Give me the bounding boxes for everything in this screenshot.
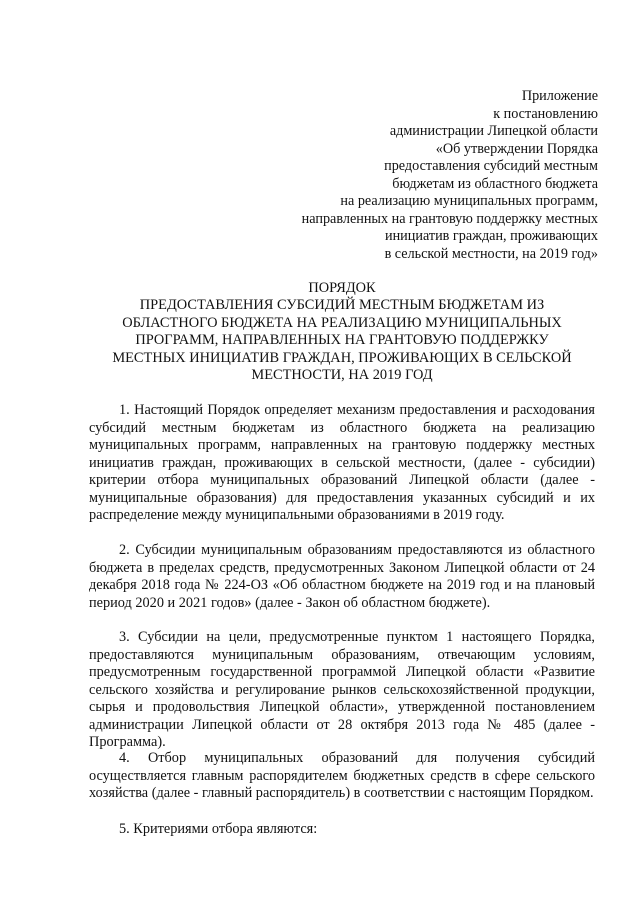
subtitle-line: ОБЛАСТНОГО БЮДЖЕТА НА РЕАЛИЗАЦИЮ МУНИЦИПАЛЬНЫХ: [122, 314, 562, 331]
appendix-line: Приложение: [521, 88, 598, 104]
paragraph-2: 2. Субсидии муниципальным образованиям предоставляются из областного бюджета в пределах средств, предусмотренных Законом Липецкой области от 24 декабря 2018 года № 224-ОЗ «Об областном бюджете на 2019 год и на плановый период 2020 и 2021 годов» (далее - Закон об областном бюджете).: [89, 542, 595, 611]
appendix-line: направленных на грантовую поддержку местных: [301, 210, 598, 227]
appendix-line: бюджетам из областного бюджета: [392, 175, 598, 192]
subtitle-line: МЕСТНЫХ ИНИЦИАТИВ ГРАЖДАН, ПРОЖИВАЮЩИХ В СЕЛЬСКОЙ: [112, 349, 572, 366]
appendix-line: администрации Липецкой области: [389, 123, 598, 139]
title-line: ПОРЯДОК: [308, 280, 376, 296]
paragraph-3: 3. Субсидии на цели, предусмотренные пунктом 1 настоящего Порядка, предоставляются муниципальным образованиям, отвечающим условиям, предусмотренным государственной программой Липецкой области «Развитие сельского хозяйства и регулирование рынков сельскохозяйственной продукции, сырья и продовольствия Липецкой области», утвержденной постановлением администрации Липецкой области от 28 октября 2013 года № 485 (далее - Программа).: [89, 629, 595, 750]
appendix-line: инициатив граждан, проживающих: [385, 228, 598, 244]
document-subtitle: [92, 297, 592, 385]
subtitle-line: ПРОГРАММ, НАПРАВЛЕННЫХ НА ГРАНТОВУЮ ПОДДЕРЖКУ: [135, 332, 549, 348]
appendix-block: [258, 88, 598, 263]
appendix-line: «Об утверждении Порядка: [435, 140, 598, 157]
subtitle-line: ПРЕДОСТАВЛЕНИЯ СУБСИДИЙ МЕСТНЫМ БЮДЖЕТАМ ИЗ: [139, 297, 545, 313]
appendix-line: предоставления субсидий местным: [384, 158, 598, 174]
appendix-line: на реализацию муниципальных программ,: [340, 193, 598, 209]
paragraph-4: 4. Отбор муниципальных образований для получения субсидий осуществляется главным распорядителем бюджетных средств в сфере сельского хозяйства (далее - главный распорядитель) в соответствии с настоящим Порядком.: [89, 750, 595, 801]
subtitle-line: МЕСТНОСТИ, НА 2019 ГОД: [251, 367, 433, 383]
document-title: [92, 280, 592, 298]
paragraph-1: 1. Настоящий Порядок определяет механизм предоставления и расходования субсидий местным бюджетам из областного бюджета на реализацию муниципальных программ, направленных на грантовую поддержку местных инициатив граждан, проживающих в сельской местности, (далее - субсидии) критерии отбора муниципальных образований Липецкой области (далее - муниципальные образования) для предоставления указанных субсидий и их распределение между муниципальными образованиями в 2019 году.: [89, 402, 595, 523]
appendix-line: в сельской местности, на 2019 год»: [384, 245, 598, 262]
paragraph-5: 5. Критериями отбора являются:: [119, 821, 318, 837]
appendix-line: к постановлению: [493, 105, 598, 122]
